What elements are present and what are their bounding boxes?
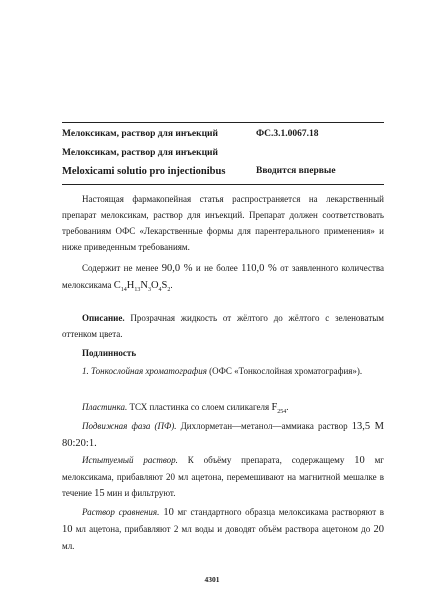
status-label: Вводится впервые [256, 166, 336, 176]
mobile-phase-paragraph: Подвижная фаза (ПФ). Дихлорметан—метанол—аммиака раствор 13,5 М 80:20:1. [62, 421, 384, 449]
monograph-title: Мелоксикам, раствор для инъекций [62, 129, 219, 139]
header-bottom-rule [62, 184, 384, 185]
identity-heading: Подлинность [82, 348, 137, 358]
page-number: 4301 [204, 575, 220, 584]
reference-solution-label: Раствор сравнения. [82, 507, 160, 517]
header-top-rule [62, 122, 384, 123]
tlc-heading: 1. Тонкослойная хроматография [82, 366, 207, 376]
header-row-3 [62, 166, 384, 177]
header-row-1 [62, 129, 384, 139]
description-paragraph: Описание. Прозрачная жидкость от жёлтого до жёлтого с зеленоватым оттенком цвета. [62, 313, 384, 339]
monograph-code: ФС.3.1.0067.18 [256, 129, 319, 139]
reference-solution-paragraph: Раствор сравнения. 10 мг стандартного образца мелоксикама растворяют в 10 мл ацетона, прибавляют 2 мл воды и доводят объём раствора ацетоном до 20 мл. [62, 507, 385, 551]
intro-paragraph: Настоящая фармакопейная статья распространяется на лекарственный препарат мелоксикам, раствор для инъекций. Препарат должен соответствовать требованиям ОФС «Лекарственные формы для парентерального применения» и ниже приведенным требованиям. [62, 194, 384, 252]
plate-paragraph: Пластинка. ТСХ пластинка со слоем силикагеля $F_{254}$. [82, 402, 289, 415]
chemical-formula: $C_{14}H_{13}N_3O_4S_2$ [113, 280, 171, 294]
content-upper-limit: 110,0 % [241, 263, 277, 274]
description-label: Описание. [82, 313, 125, 323]
monograph-title-repeat: Мелоксикам, раствор для инъекций [62, 148, 219, 158]
content-paragraph: Содержит не менее 90,0 % и не более 110,0 % от заявленного количества мелоксикама $C_{14}H_{13}N_3O_4S_2$. [62, 263, 385, 294]
mobile-phase-ratio: 13,5 М 80:20:1. [62, 421, 384, 449]
test-solution-label: Испытуемый раствор. [82, 455, 178, 465]
plate-label: Пластинка. [82, 402, 128, 412]
header-row-2 [62, 148, 384, 158]
test-solution-paragraph: Испытуемый раствор. К объёму препарата, содержащему 10 мг мелоксикама, прибавляют 20 мл ацетона, перемешивают на магнитной мешалке в течение 15 мин и фильтруют. [62, 455, 384, 499]
latin-title: Meloxicami solutio pro injectionibus [62, 166, 226, 177]
tlc-paragraph: 1. Тонкослойная хроматография (ОФС «Тонкослойная хроматография»). [82, 366, 363, 376]
mobile-phase-label: Подвижная фаза (ПФ). [82, 421, 177, 431]
content-lower-limit: 90,0 % [161, 263, 193, 274]
